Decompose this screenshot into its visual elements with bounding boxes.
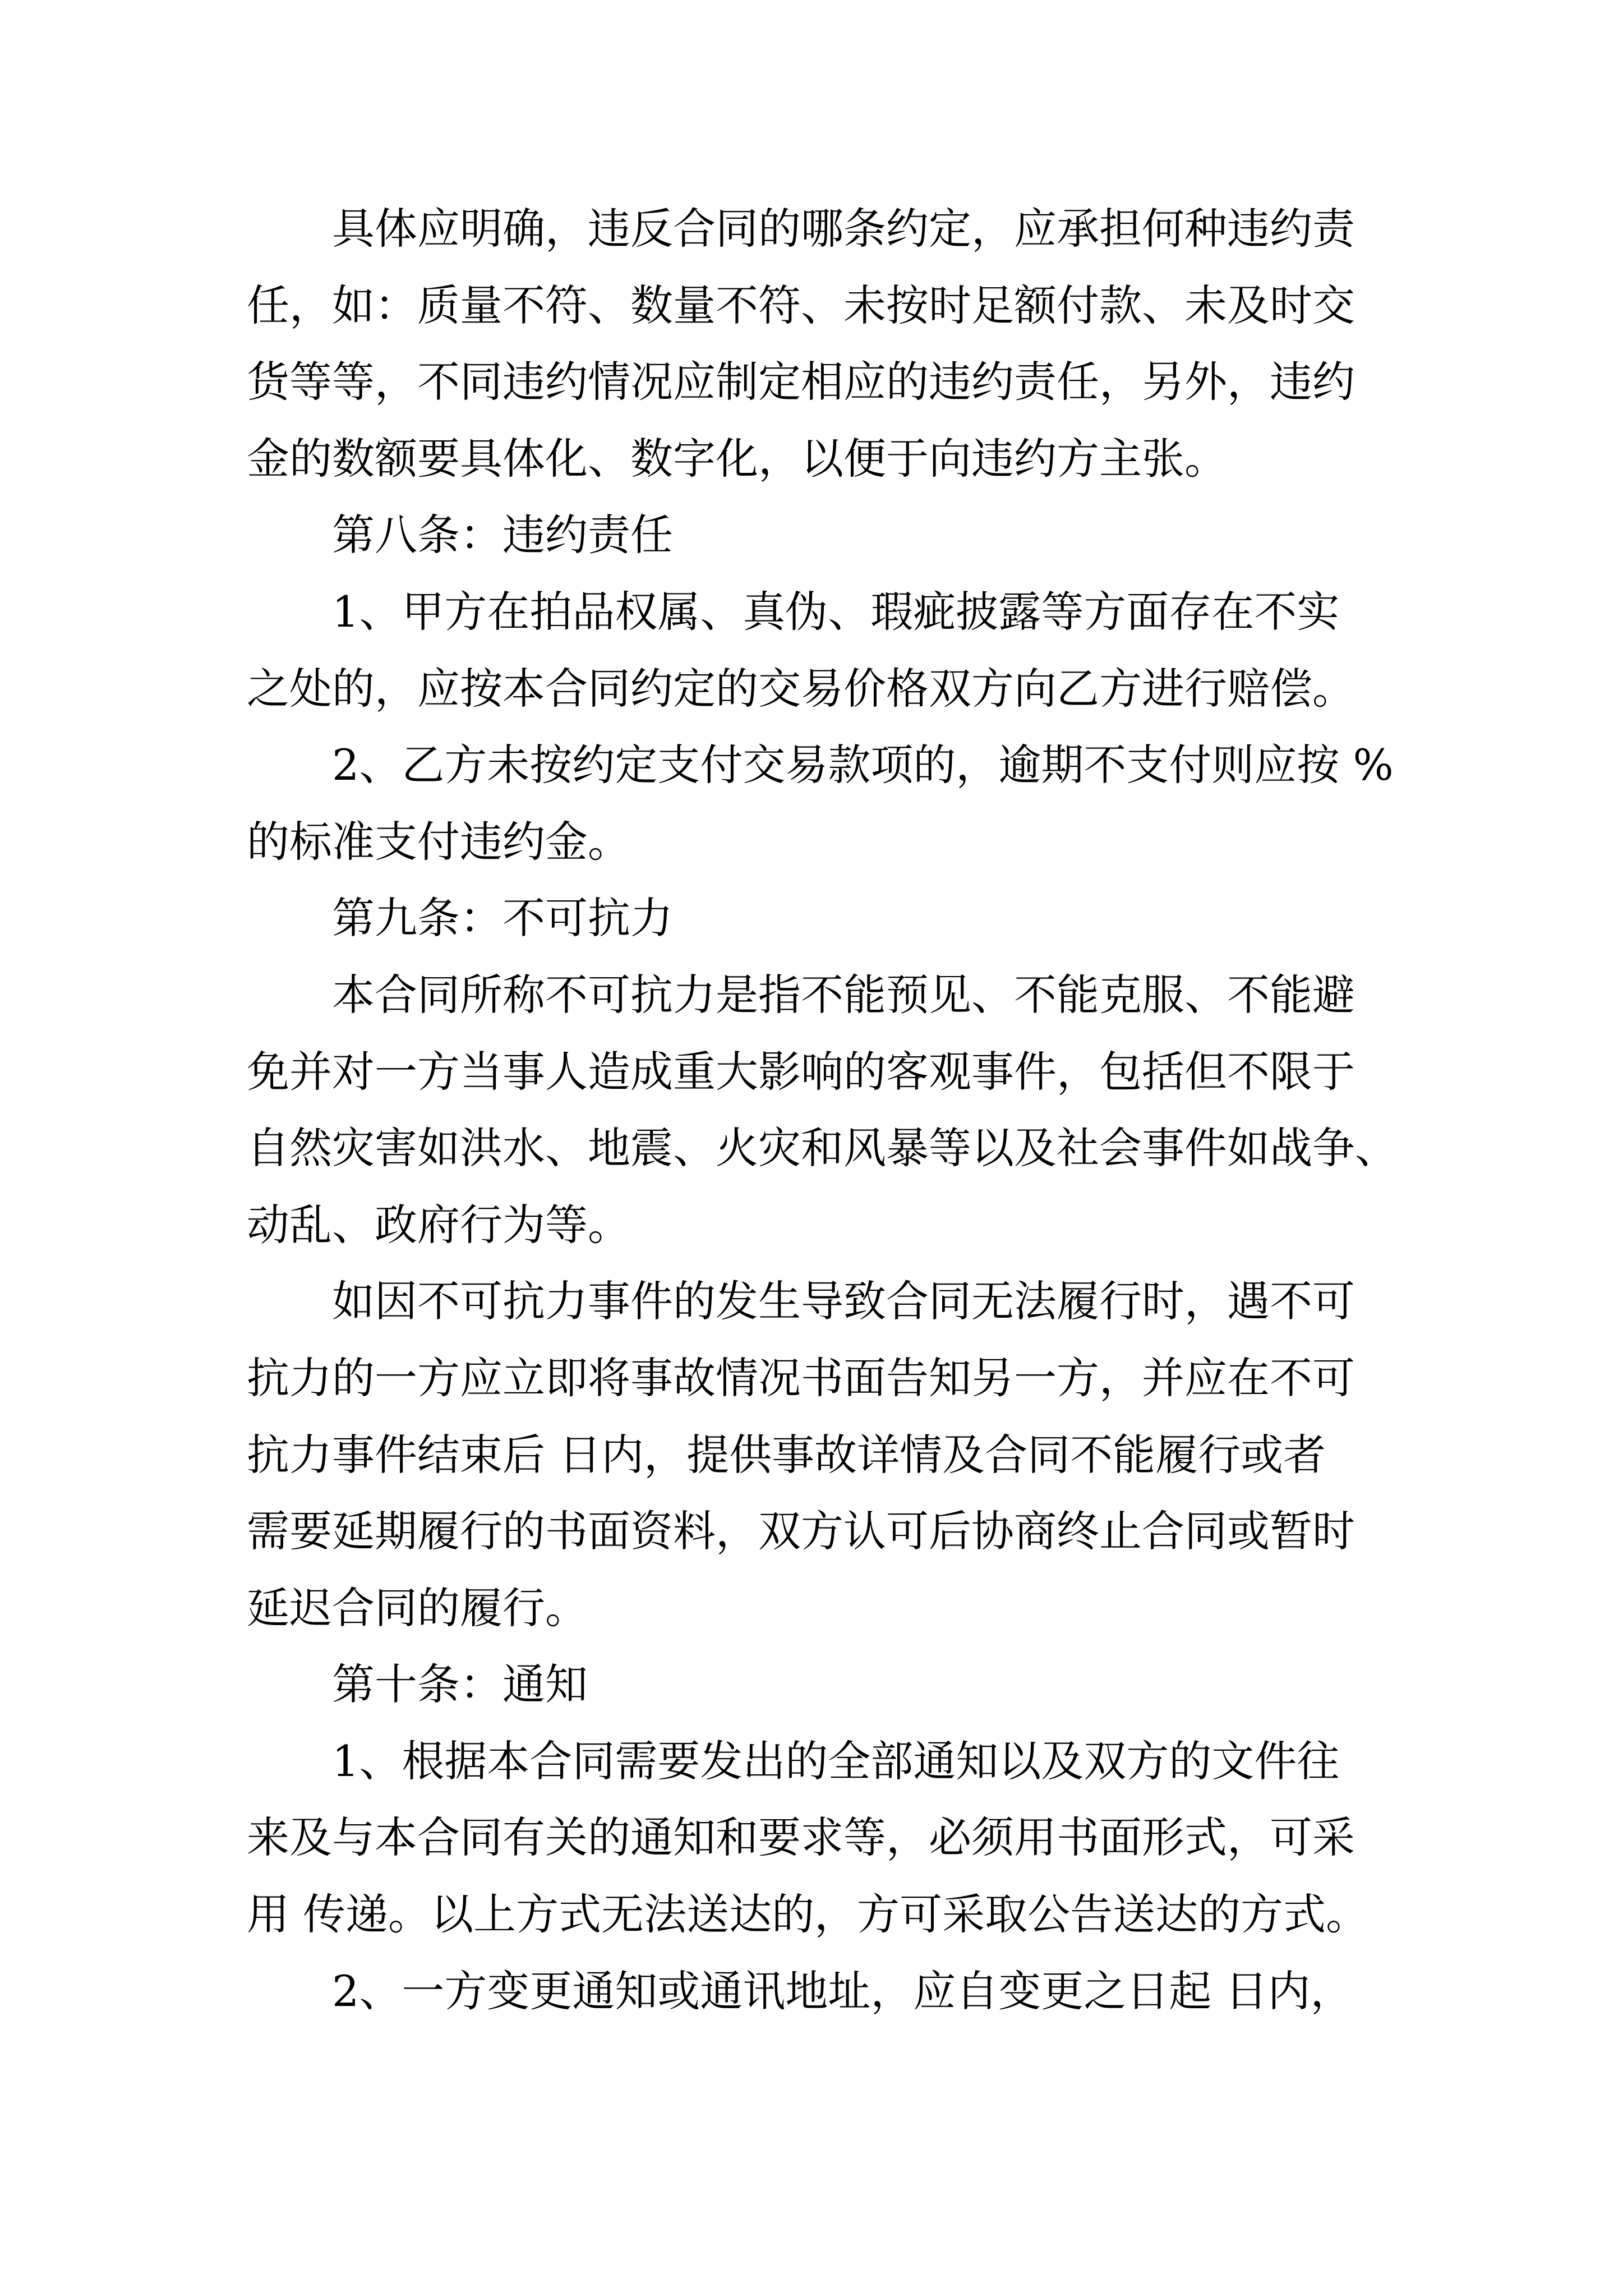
paragraph-line: 延迟合同的履行。 [247,1582,588,1633]
paragraph-line: 来及与本合同有关的通知和要求等，必须用书面形式，可采 [247,1812,1355,1863]
paragraph-line: 自然灾害如洪水、地震、火灾和风暴等以及社会事件如战争、 [247,1123,1398,1174]
article-heading-10: 第十条：通知 [332,1659,588,1710]
paragraph-line: 1、根据本合同需要发出的全部通知以及双方的文件往 [332,1736,1340,1786]
paragraph-line: 货等等，不同违约情况应制定相应的违约责任，另外，违约 [247,357,1355,407]
paragraph-line: 如因不可抗力事件的发生导致合同无法履行时，遇不可 [332,1276,1355,1327]
paragraph-line: 之处的，应按本合同约定的交易价格双方向乙方进行赔偿。 [247,663,1355,714]
paragraph-line: 具体应明确，违反合同的哪条约定，应承担何种违约责 [332,204,1355,254]
paragraph-line: 的标准支付违约金。 [247,816,630,867]
paragraph-line: 2、乙方未按约定支付交易款项的，逾期不支付则应按 % [332,740,1394,790]
article-heading-8: 第八条：违约责任 [332,510,673,560]
paragraph-line: 1、甲方在拍品权属、真伪、瑕疵披露等方面存在不实 [332,586,1340,637]
paragraph-line: 金的数额要具体化、数字化，以便于向违约方主张。 [247,433,1227,484]
paragraph-line: 本合同所称不可抗力是指不能预见、不能克服、不能避 [332,969,1355,1020]
article-heading-9: 第九条：不可抗力 [332,893,673,944]
paragraph-line: 抗力事件结束后 日内，提供事故详情及合同不能履行或者 [247,1429,1326,1480]
paragraph-line: 免并对一方当事人造成重大影响的客观事件，包括但不限于 [247,1046,1355,1097]
paragraph-line: 任，如：质量不符、数量不符、未按时足额付款、未及时交 [247,280,1355,330]
paragraph-line: 2、一方变更通知或通讯地址，应自变更之日起 日内， [332,1966,1353,2016]
contract-text-body [247,191,1398,2030]
paragraph-line: 用 传递。以上方式无法送达的，方可采取公告送达的方式。 [247,1889,1369,1940]
paragraph-line: 动乱、政府行为等。 [247,1199,630,1250]
paragraph-line: 需要延期履行的书面资料，双方认可后协商终止合同或暂时 [247,1506,1355,1557]
paragraph-line: 抗力的一方应立即将事故情况书面告知另一方，并应在不可 [247,1352,1355,1403]
